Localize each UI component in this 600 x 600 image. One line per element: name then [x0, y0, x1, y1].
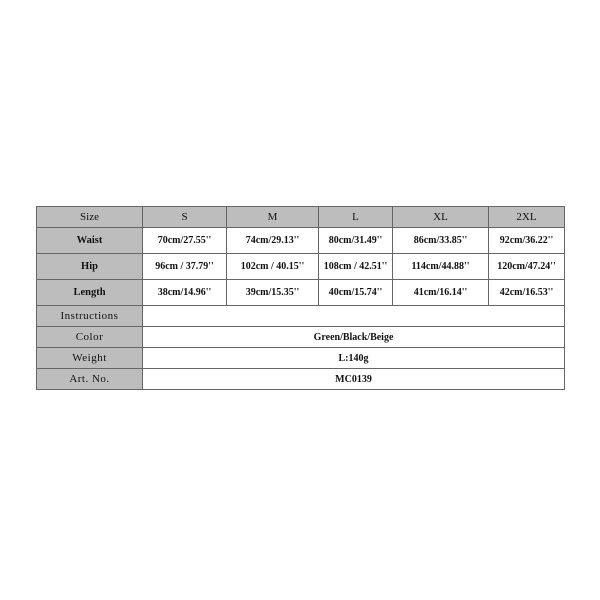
table-cell: 42cm/16.53'' — [489, 280, 565, 306]
table-cell: 120cm/47.24'' — [489, 254, 565, 280]
table-cell: 114cm/44.88'' — [393, 254, 489, 280]
size-header-m: M — [227, 207, 319, 228]
table-cell: 74cm/29.13'' — [227, 228, 319, 254]
table-cell: 38cm/14.96'' — [143, 280, 227, 306]
table-cell: 92cm/36.22'' — [489, 228, 565, 254]
row-label-waist: Waist — [37, 228, 143, 254]
size-header-s: S — [143, 207, 227, 228]
table-cell: 86cm/33.85'' — [393, 228, 489, 254]
row-label-hip: Hip — [37, 254, 143, 280]
table-cell: 39cm/15.35'' — [227, 280, 319, 306]
size-header-xl: XL — [393, 207, 489, 228]
size-header-l: L — [319, 207, 393, 228]
table-row-hip — [37, 254, 565, 280]
table-row-waist — [37, 228, 565, 254]
color-value: Green/Black/Beige — [143, 327, 565, 348]
table-cell: 96cm / 37.79'' — [143, 254, 227, 280]
header-row — [37, 207, 565, 228]
table-cell: 102cm / 40.15'' — [227, 254, 319, 280]
table-cell: 41cm/16.14'' — [393, 280, 489, 306]
art-no-value: MC0139 — [143, 369, 565, 390]
table-row-length — [37, 280, 565, 306]
table-row-art-no — [37, 369, 565, 390]
table-row-instructions — [37, 306, 565, 327]
row-label-length: Length — [37, 280, 143, 306]
table-cell: 108cm / 42.51'' — [319, 254, 393, 280]
table-cell: 70cm/27.55'' — [143, 228, 227, 254]
row-label-weight: Weight — [37, 348, 143, 369]
size-chart-table — [36, 206, 565, 390]
instructions-value — [143, 306, 565, 327]
header-label: Size — [37, 207, 143, 228]
row-label-color: Color — [37, 327, 143, 348]
table-row-weight — [37, 348, 565, 369]
table-cell: 80cm/31.49'' — [319, 228, 393, 254]
size-header-2xl: 2XL — [489, 207, 565, 228]
row-label-art-no: Art. No. — [37, 369, 143, 390]
table-cell: 40cm/15.74'' — [319, 280, 393, 306]
row-label-instructions: Instructions — [37, 306, 143, 327]
weight-value: L:140g — [143, 348, 565, 369]
table-row-color — [37, 327, 565, 348]
